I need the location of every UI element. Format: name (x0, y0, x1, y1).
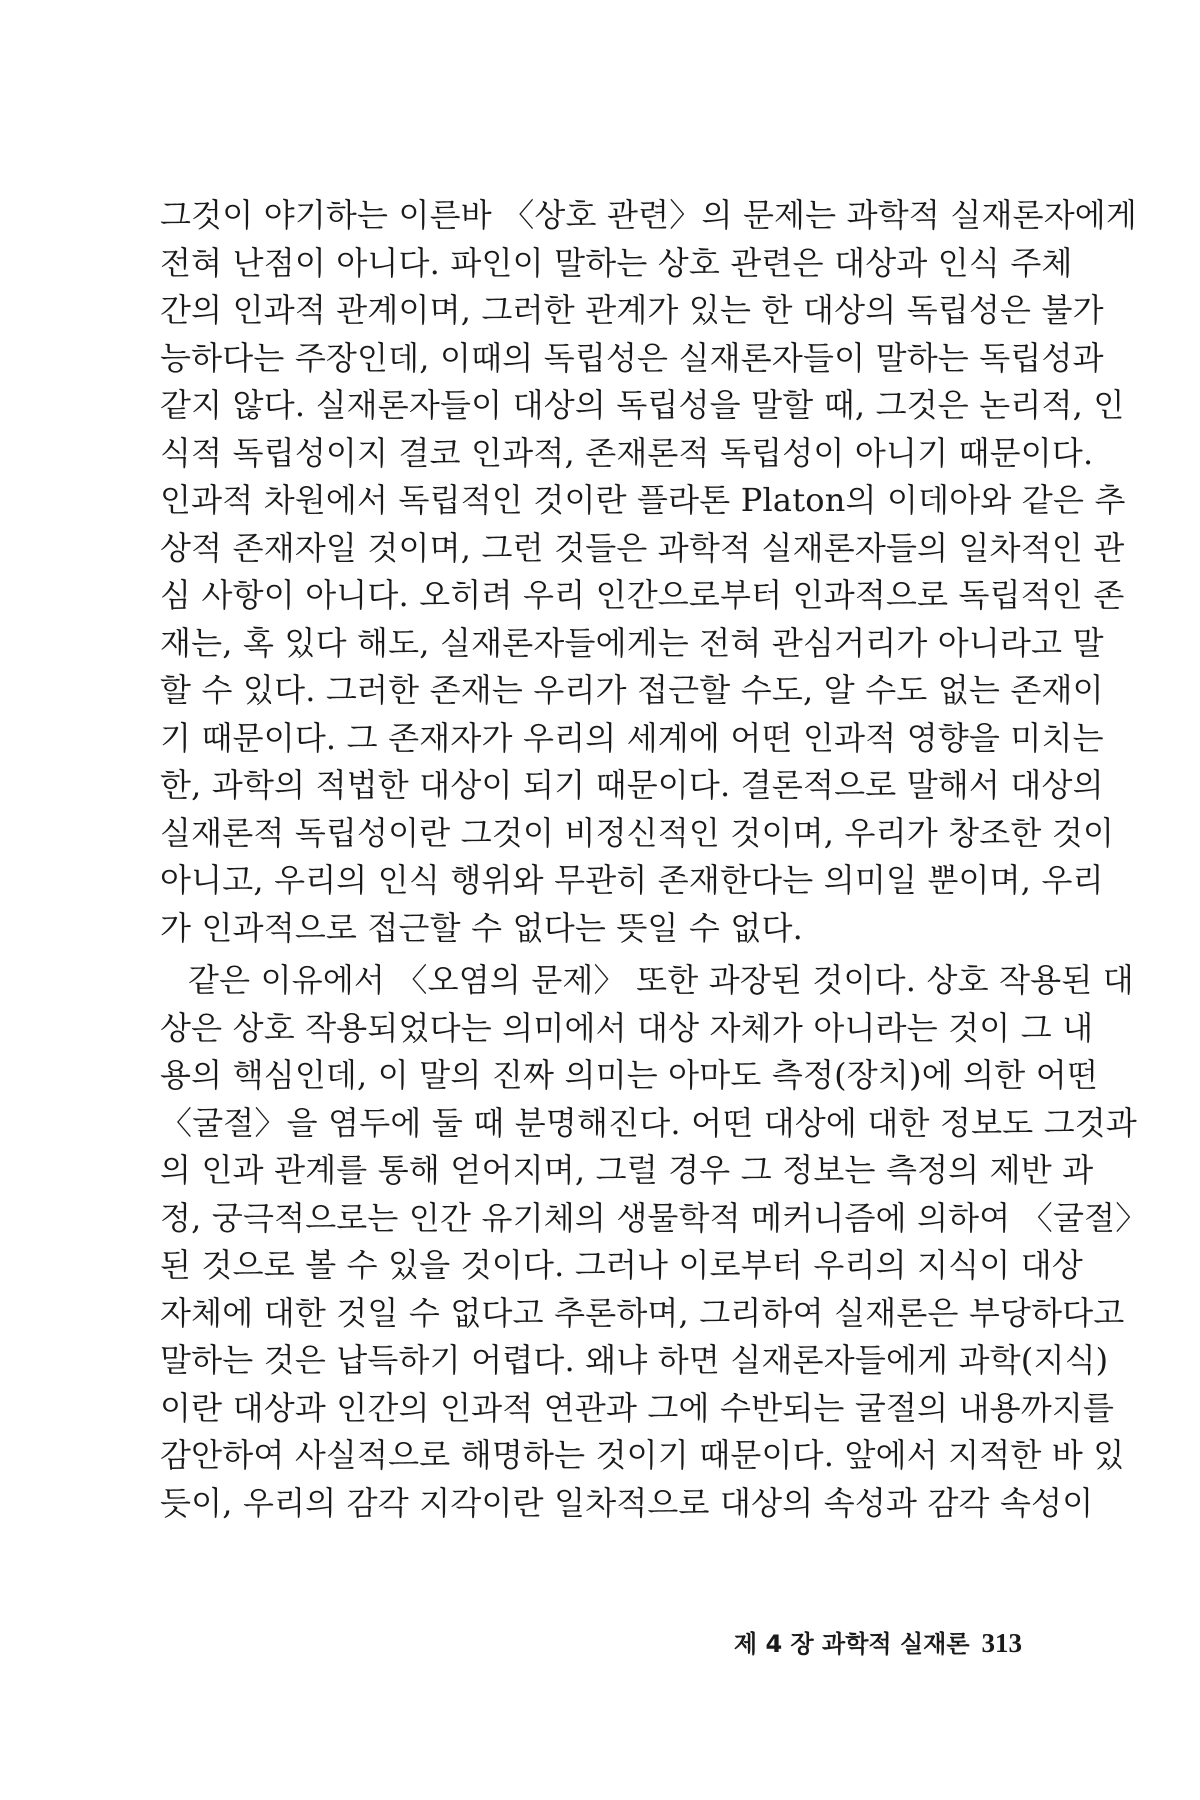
text-line: 실재론적 독립성이란 그것이 비정신적인 것이며, 우리가 창조한 것이 (160, 813, 1115, 852)
text-line: 자체에 대한 것일 수 없다고 추론하며, 그리하여 실재론은 부당하다고 (160, 1293, 1125, 1332)
text-line: 할 수 있다. 그러한 존재는 우리가 접근할 수도, 알 수도 없는 존재이 (160, 671, 1104, 709)
text-line: 같지 않다. 실재론자들이 대상의 독립성을 말할 때, 그것은 논리적, 인 (160, 386, 1125, 424)
text-line: 가 인과적으로 접근할 수 없다는 뜻일 수 없다. (160, 908, 803, 947)
text-line: 재는, 혹 있다 해도, 실재론자들에게는 전혀 관심거리가 아니라고 말 (160, 623, 1104, 662)
body-text (160, 192, 1148, 1527)
text-line: 인과적 차원에서 독립적인 것이란 플라톤 Platon의 이데아와 같은 추 (160, 481, 1126, 519)
text-line: 〈굴절〉을 염두에 둘 때 분명해진다. 어떤 대상에 대한 정보도 그것과 (160, 1103, 1138, 1142)
text-line: 아니고, 우리의 인식 행위와 무관히 존재한다는 의미일 뿐이며, 우리 (160, 861, 1104, 899)
text-line: 된 것으로 볼 수 있을 것이다. 그러나 이로부터 우리의 지식이 대상 (160, 1246, 1084, 1284)
text-line: 말하는 것은 납득하기 어렵다. 왜냐 하면 실재론자들에게 과학(지식) (160, 1341, 1109, 1379)
text-line: 그것이 야기하는 이른바 〈상호 관련〉의 문제는 과학적 실재론자에게 (160, 196, 1138, 234)
chapter-title: 제 4 장 과학적 실재론 (733, 1630, 970, 1658)
text-line: 감안하여 사실적으로 해명하는 것이기 때문이다. 앞에서 지적한 바 있 (160, 1436, 1125, 1474)
text-line: 심 사항이 아니다. 오히려 우리 인간으로부터 인과적으로 독립적인 존 (160, 576, 1125, 614)
text-line: 상적 존재자일 것이며, 그런 것들은 과학적 실재론자들의 일차적인 관 (160, 528, 1125, 567)
text-line: 상은 상호 작용되었다는 의미에서 대상 자체가 아니라는 것이 그 내 (160, 1008, 1094, 1047)
text-line: 능하다는 주장인데, 이때의 독립성은 실재론자들이 말하는 독립성과 (160, 338, 1104, 377)
text-line: 이란 대상과 인간의 인과적 연관과 그에 수반되는 굴절의 내용까지를 (160, 1388, 1115, 1427)
text-line: 간의 인과적 관계이며, 그러한 관계가 있는 한 대상의 독립성은 불가 (160, 291, 1104, 329)
text-line: 전혀 난점이 아니다. 파인이 말하는 상호 관련은 대상과 인식 주체 (160, 243, 1073, 282)
text-line: 기 때문이다. 그 존재자가 우리의 세계에 어떤 인과적 영향을 미치는 (160, 718, 1104, 757)
page-footer (734, 1624, 1022, 1659)
text-line: 정, 궁극적으로는 인간 유기체의 생물학적 메커니즘에 의하여 〈굴절〉 (160, 1198, 1148, 1237)
text-line: 한, 과학의 적법한 대상이 되기 때문이다. 결론적으로 말해서 대상의 (160, 766, 1104, 804)
text-line: 식적 독립성이지 결코 인과적, 존재론적 독립성이 아니기 때문이다. (160, 433, 1094, 472)
text-line: 의 인과 관계를 통해 얻어지며, 그럴 경우 그 정보는 측정의 제반 과 (160, 1151, 1094, 1189)
paragraph-2 (160, 957, 1148, 1527)
text-line: 듯이, 우리의 감각 지각이란 일차적으로 대상의 속성과 감각 속성이 (160, 1483, 1094, 1522)
text-line: 용의 핵심인데, 이 말의 진짜 의미는 아마도 측정(장치)에 의한 어떤 (160, 1056, 1099, 1094)
page-number: 313 (981, 1628, 1022, 1658)
paragraph-1 (160, 192, 1138, 952)
text-line: 같은 이유에서 〈오염의 문제〉 또한 과장된 것이다. 상호 작용된 대 (188, 961, 1134, 999)
